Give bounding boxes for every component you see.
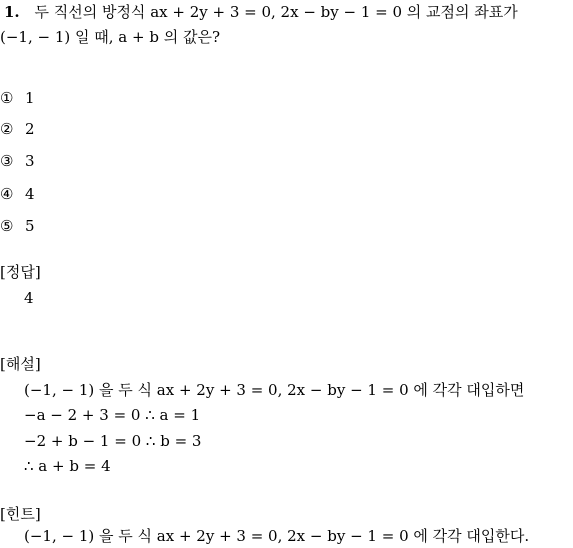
choice-1[interactable] [0,88,35,108]
explanation-line-1: (−1, − 1) 을 두 식 ax + 2y + 3 = 0, 2x − by − 1 = 0 에 각각 대입하면 [24,381,525,399]
explanation-line-2: −a − 2 + 3 = 0 ∴ a = 1 [24,406,201,424]
choice-3[interactable] [0,151,35,171]
answer-value: 4 [24,289,34,307]
choice-4[interactable] [0,184,35,204]
choice-2[interactable] [0,119,35,139]
choice-marker: ② [0,120,14,138]
choice-value: 3 [25,152,35,170]
explanation-line-4: ∴ a + b = 4 [24,457,111,475]
question-line-2: (−1, − 1) 일 때, a + b 의 값은? [0,28,220,46]
choice-value: 5 [25,217,35,235]
answer-label: [정답] [0,263,41,281]
question-text-1: 두 직선의 방정식 ax + 2y + 3 = 0, 2x − by − 1 = 0 의 교점의 좌표가 [34,3,518,21]
question-line-1 [4,2,518,22]
hint-text: (−1, − 1) 을 두 식 ax + 2y + 3 = 0, 2x − by − 1 = 0 에 각각 대입한다. [24,527,530,545]
explanation-line-3: −2 + b − 1 = 0 ∴ b = 3 [24,432,202,450]
choice-value: 1 [25,89,35,107]
question-number: 1. [4,3,20,21]
choice-marker: ④ [0,185,14,203]
choice-5[interactable] [0,216,35,236]
hint-label: [힌트] [0,505,41,523]
choice-marker: ⑤ [0,217,14,235]
choice-value: 4 [25,185,35,203]
explanation-label: [해설] [0,355,41,373]
choice-value: 2 [25,120,35,138]
choice-marker: ③ [0,152,14,170]
choice-marker: ① [0,89,14,107]
